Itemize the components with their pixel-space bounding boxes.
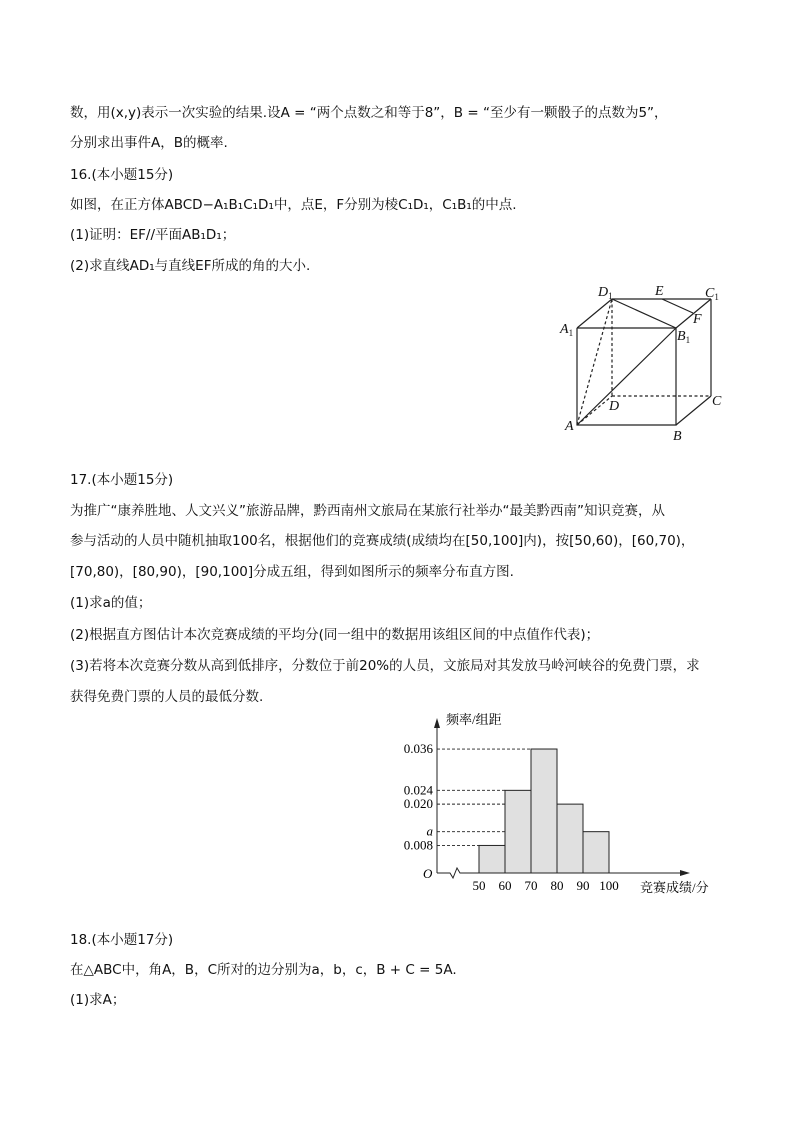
q17-part1: (1)求a的值； — [70, 595, 152, 611]
label-A1: $A_1$ — [560, 322, 574, 338]
y-tick-label: 0.008 — [403, 837, 433, 853]
histogram-bar — [479, 845, 505, 873]
histogram-bar — [583, 832, 609, 873]
q17-stem-line2: 参与活动的人员中随机抽取100名，根据他们的竞赛成绩(成绩均在[50,100]内)，按[50,60)，[60,70)， — [70, 533, 695, 549]
x-tick-label: 50 — [472, 878, 486, 893]
x-tick-label: 70 — [524, 878, 538, 893]
x-axis-title: 竞赛成绩/分 — [640, 880, 709, 895]
q16-header: 16.(本小题15分) — [70, 167, 174, 183]
y-tick-label: 0.020 — [403, 796, 433, 812]
y-axis-title: 频率/组距 — [446, 712, 502, 727]
q16-stem: 如图，在正方体ABCD−A₁B₁C₁D₁中，点E，F分别为棱C₁D₁，C₁B₁的中点. — [70, 197, 517, 213]
q18-stem: 在△ABC中，角A，B，C所对的边分别为a，b，c，B + C = 5A. — [70, 962, 457, 978]
label-F: F — [693, 312, 702, 327]
q17-part3-line1: (3)若将本次竞赛分数从高到低排序，分数位于前20%的人员，文旅局对其发放马岭河峡谷的免费门票，求 — [70, 658, 700, 674]
histogram — [0, 700, 794, 900]
x-tick-label: 90 — [576, 878, 590, 893]
histogram-bar — [505, 790, 531, 873]
x-axis-arrow-icon — [680, 870, 690, 876]
q18-header: 18.(本小题17分) — [70, 932, 174, 948]
q15-text-line1: 数，用(x,y)表示一次实验的结果.设A = “两个点数之和等于8”，B = “至少有一颗骰子的点数为5”， — [70, 105, 668, 121]
histogram-bar — [531, 749, 557, 873]
x-tick-label: 80 — [550, 878, 564, 893]
x-tick-label: 60 — [498, 878, 512, 893]
q15-text-line2: 分别求出事件A，B的概率. — [70, 135, 228, 151]
q17-part3-line2: 获得免费门票的人员的最低分数. — [70, 689, 264, 705]
y-tick-label: 0.036 — [403, 741, 433, 757]
q16-part2: (2)求直线AD₁与直线EF所成的角的大小. — [70, 258, 311, 274]
origin-label: O — [423, 866, 433, 881]
x-tick-label: 100 — [599, 878, 619, 893]
label-C1: $C_1$ — [705, 286, 719, 302]
q17-stem-line1: 为推广“康养胜地、人文兴义”旅游品牌，黔西南州文旅局在某旅行社举办“最美黔西南”知识竞赛，从 — [70, 503, 665, 519]
label-A: A — [565, 419, 574, 434]
label-B1: $B_1$ — [677, 329, 691, 345]
label-E: E — [655, 284, 664, 299]
label-D1: $D_1$ — [598, 285, 613, 301]
q16-part1: (1)证明：EF//平面AB₁D₁； — [70, 227, 236, 243]
q18-part1: (1)求A； — [70, 992, 126, 1008]
label-B: B — [673, 429, 682, 444]
q17-header: 17.(本小题15分) — [70, 472, 174, 488]
q17-stem-line3: [70,80)，[80,90)，[90,100]分成五组，得到如图所示的频率分布直方图. — [70, 564, 514, 580]
label-D: D — [609, 399, 620, 414]
y-tick-label: a — [426, 823, 433, 839]
y-axis-arrow-icon — [434, 718, 440, 728]
label-C: C — [712, 394, 722, 409]
y-tick-label: 0.024 — [403, 782, 433, 798]
histogram-bar — [557, 804, 583, 873]
q17-part2: (2)根据直方图估计本次竞赛成绩的平均分(同一组中的数据用该组区间的中点值作代表)； — [70, 627, 600, 643]
cube-figure — [0, 0, 794, 460]
